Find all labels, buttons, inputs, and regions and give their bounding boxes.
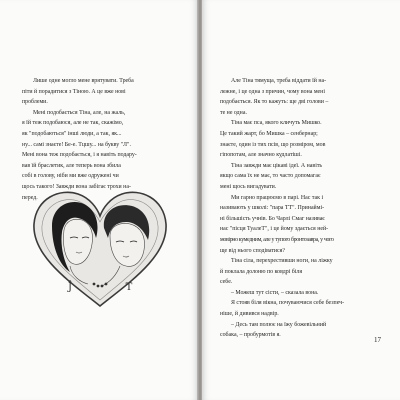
text-line: – Десь там полює на їжу божевільний bbox=[231, 321, 327, 328]
heart-portrait-illustration bbox=[30, 186, 170, 308]
text-line: знаєте, один із тих псів, що розміром, мов bbox=[220, 141, 326, 148]
text-line: перед. bbox=[22, 194, 38, 201]
text-line: собі в голову, ніби ми вже одружені чи bbox=[22, 173, 119, 180]
text-line: собака, – пробурмотів я. bbox=[220, 332, 281, 339]
right-page bbox=[202, 0, 400, 400]
text-line: Мені вона теж подобається, і я навіть подару- bbox=[22, 152, 137, 159]
text-line: ну... самі знаєте! Бе-е. Тцшу... на букву "Л". bbox=[22, 141, 131, 148]
heart-frame bbox=[34, 192, 166, 306]
text-line: Це такий жарт, бо Мишка – сенбернар; bbox=[220, 130, 318, 137]
text-line: ні більшість учнів. Бо Чарлі Смаг називає bbox=[220, 215, 325, 222]
text-line: піти й порадитися з Тіною. А це вже нові bbox=[22, 88, 126, 95]
bead bbox=[97, 285, 100, 288]
right-pendant-letter: T bbox=[125, 282, 133, 293]
text-line: як "подобаються" інші люди, а так, як... bbox=[22, 130, 122, 137]
text-line: Я стояв біля вікна, почуваючися себе безпеч- bbox=[231, 300, 345, 307]
text-line: Лише одне могло мене врятувати. Треба bbox=[33, 78, 134, 84]
text-line: й поклала долоню по ковдрі біля bbox=[220, 268, 303, 275]
text-line: щось такого! Завжди вона забігає трохи на- bbox=[22, 183, 131, 190]
left-paragraph bbox=[22, 76, 180, 203]
text-line: – Можеш тут сісти, – сказала вона. bbox=[231, 289, 319, 296]
bead bbox=[101, 285, 104, 288]
text-line: я їй теж подобаюся, але не так, скажімо, bbox=[22, 120, 124, 127]
text-line: мені щось вигадувати. bbox=[220, 183, 277, 190]
text-line: Ми гарно працюємо в парі. Нас так і bbox=[231, 194, 324, 201]
text-line: подобається. Як то кажуть: ще дві голови – bbox=[220, 99, 329, 106]
text-line: ще від нього сподіватися? bbox=[220, 247, 285, 254]
page-number: 17 bbox=[374, 336, 381, 344]
text-line: ніше, й дивився надвір. bbox=[220, 311, 279, 318]
text-line: Але Тіна тямуща, треба віддати їй на- bbox=[231, 78, 327, 84]
text-line: проблеми. bbox=[22, 99, 48, 106]
text-line: те не одна. bbox=[220, 109, 247, 116]
text-line: вав їй браслетик, але теперь вона збила bbox=[22, 162, 121, 169]
text-line: гіпопотам, але значно кудлатіші. bbox=[220, 152, 302, 159]
left-pendant-letter: Ĵ bbox=[67, 282, 72, 293]
left-page bbox=[0, 0, 198, 400]
text-line: лежне, і це одна з причин, чому вона мені bbox=[220, 88, 325, 95]
text-line: Тіна сіла, перехрестивши ноги, на ліжку bbox=[231, 258, 333, 265]
text-line: мовірно кумедним, але у тупого бронтозавра, у чого bbox=[220, 236, 334, 243]
text-line: якщо сама їх не має, то часто допомагає bbox=[220, 173, 321, 180]
text-line: Тіна має пса, якого кличуть Мишко. bbox=[231, 120, 322, 127]
text-line: нас "пісця ТуалеТ", і це йому здається ней- bbox=[220, 226, 329, 233]
right-paragraphs bbox=[220, 76, 382, 341]
text-line: себе. bbox=[220, 279, 233, 286]
text-line: Мені подобається Тіна, але, на жаль, bbox=[33, 109, 126, 116]
bead bbox=[93, 283, 96, 286]
text-line: Тіна завжди має цікаві ідеї. А навіть bbox=[231, 162, 323, 169]
bead bbox=[105, 283, 108, 286]
text-line: називають у школі: "пара ТТ". Принаймі- bbox=[220, 205, 325, 212]
